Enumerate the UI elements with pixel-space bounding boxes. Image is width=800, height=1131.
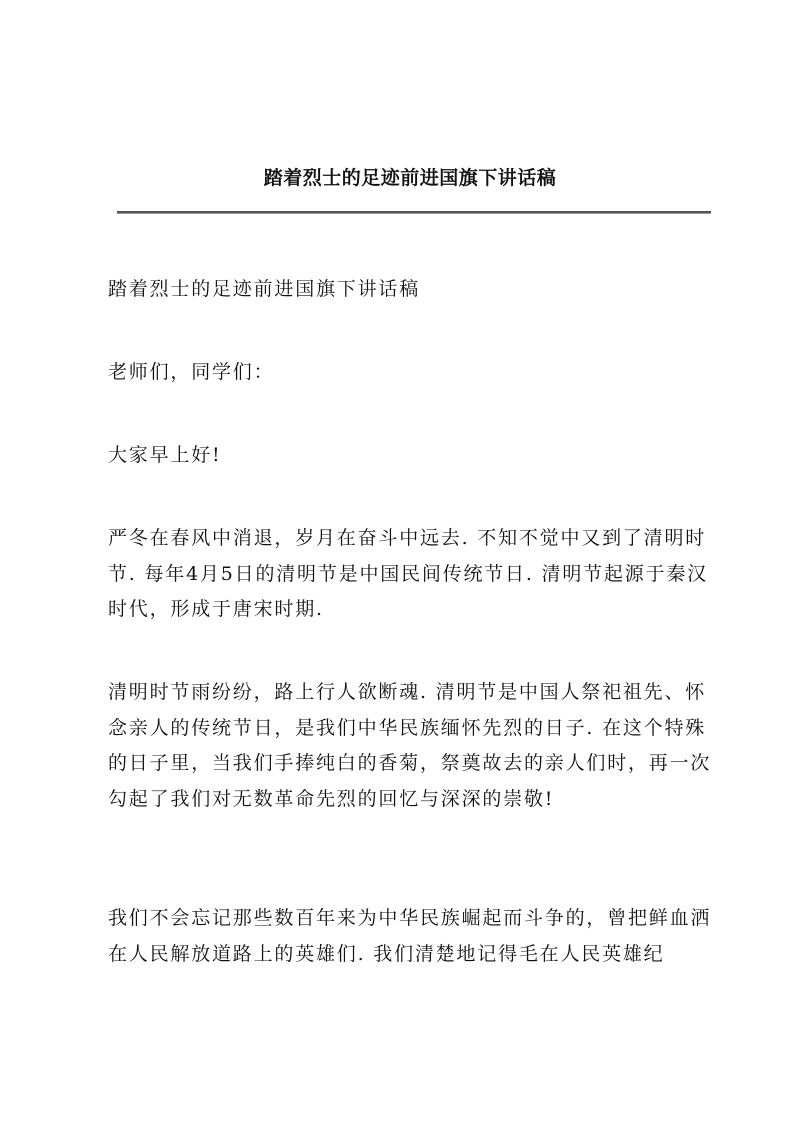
- heading-repeat: 踏着烈士的足迹前进国旗下讲话稿: [108, 278, 421, 300]
- paragraph-3: 我们不会忘记那些数百年来为中华民族崛起而斗争的，曾把鲜血洒在人民解放道路上的英雄们. 我们清楚地记得毛在人民英雄纪: [108, 907, 712, 965]
- salutation: 老师们，同学们：: [108, 361, 275, 383]
- document-title: 踏着烈士的足迹前进国旗下讲话稿: [263, 167, 557, 189]
- paragraph-2: 清明时节雨纷纷，路上行人欲断魂. 清明节是中国人祭祀祖先、怀念亲人的传统节日，是我们中华民族缅怀先烈的日子. 在这个特殊的日子里，当我们手捧纯白的香菊，祭奠故去的亲人们时，再一次勾起了我们对无数革命先烈的回忆与深深的崇敬!: [108, 681, 712, 810]
- title-divider: [117, 211, 711, 214]
- paragraph-1: 严冬在春风中消退，岁月在奋斗中远去. 不知不觉中又到了清明时节. 每年4月5日的清明节是中国民间传统节日. 清明节起源于秦汉时代，形成于唐宋时期.: [108, 527, 708, 621]
- greeting: 大家早上好!: [108, 444, 222, 466]
